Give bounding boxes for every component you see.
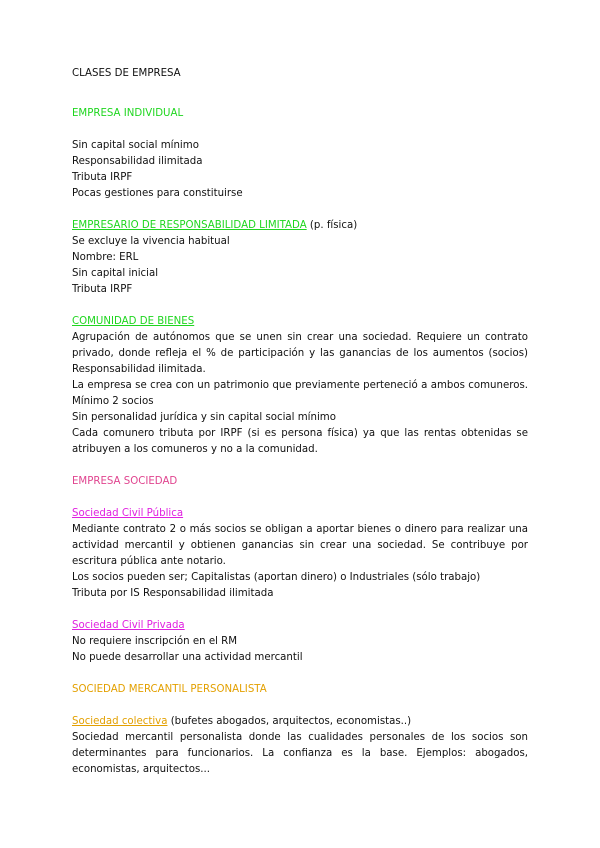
text-line: Responsabilidad ilimitada [72,156,203,167]
document-title: CLASES DE EMPRESA [72,68,181,79]
paragraph: Mediante contrato 2 o más socios se obligan a aportar bienes o dinero para realizar una actividad mercantil y obtienen ganancias sin crear una sociedad. Se contribuye por escritura pública ante notario. [72,524,528,567]
text-line: Sin capital inicial [72,268,159,279]
text-line: Pocas gestiones para constituirse [72,188,243,199]
paragraph: Sociedad mercantil personalista donde las cualidades personales de los socios son determinantes para funcionarios. La confianza es la base. Ejemplos: abogados, economistas, arquitectos... [72,732,528,775]
paragraph: Agrupación de autónomos que se unen sin crear una sociedad. Requiere un contrato privado, donde refleja el % de participación y las ganancias de los aumentos (socios) Responsabilidad ilimitada. [72,332,528,375]
heading-empresa-sociedad: EMPRESA SOCIEDAD [72,476,178,487]
heading-colectiva-note: (bufetes abogados, arquitectos, economistas..) [167,716,412,727]
text-line: No puede desarrollar una actividad mercantil [72,652,303,663]
heading-colectiva: Sociedad colectiva [72,716,168,727]
text-line: Se excluye la vivencia habitual [72,236,230,247]
text-line: Los socios pueden ser; Capitalistas (aportan dinero) o Industriales (sólo trabajo) [72,572,481,583]
text-line: Sin capital social mínimo [72,140,199,151]
text-line: Tributa por IS Responsabilidad ilimitada [72,588,274,599]
heading-comunidad-bienes: COMUNIDAD DE BIENES [72,316,195,327]
heading-erl-row [72,218,528,234]
text-line: Nombre: ERL [72,252,139,263]
heading-erl-note: (p. física) [306,220,358,231]
document-page [72,66,528,778]
heading-civil-publica: Sociedad Civil Pública [72,508,184,519]
text-line: Sin personalidad jurídica y sin capital social mínimo [72,412,336,423]
heading-empresa-individual: EMPRESA INDIVIDUAL [72,108,184,119]
heading-mercantil-personalista: SOCIEDAD MERCANTIL PERSONALISTA [72,684,267,695]
heading-colectiva-row [72,714,528,730]
paragraph: Cada comunero tributa por IRPF (si es persona física) ya que las rentas obtenidas se atribuyen a los comuneros y no a la comunidad. [72,428,528,455]
heading-civil-privada: Sociedad Civil Privada [72,620,185,631]
text-line: Tributa IRPF [72,172,133,183]
heading-erl: EMPRESARIO DE RESPONSABILIDAD LIMITADA [72,220,307,231]
text-line: Tributa IRPF [72,284,133,295]
text-line: No requiere inscripción en el RM [72,636,238,647]
paragraph: La empresa se crea con un patrimonio que previamente perteneció a ambos comuneros. Mínimo 2 socios [72,380,528,407]
